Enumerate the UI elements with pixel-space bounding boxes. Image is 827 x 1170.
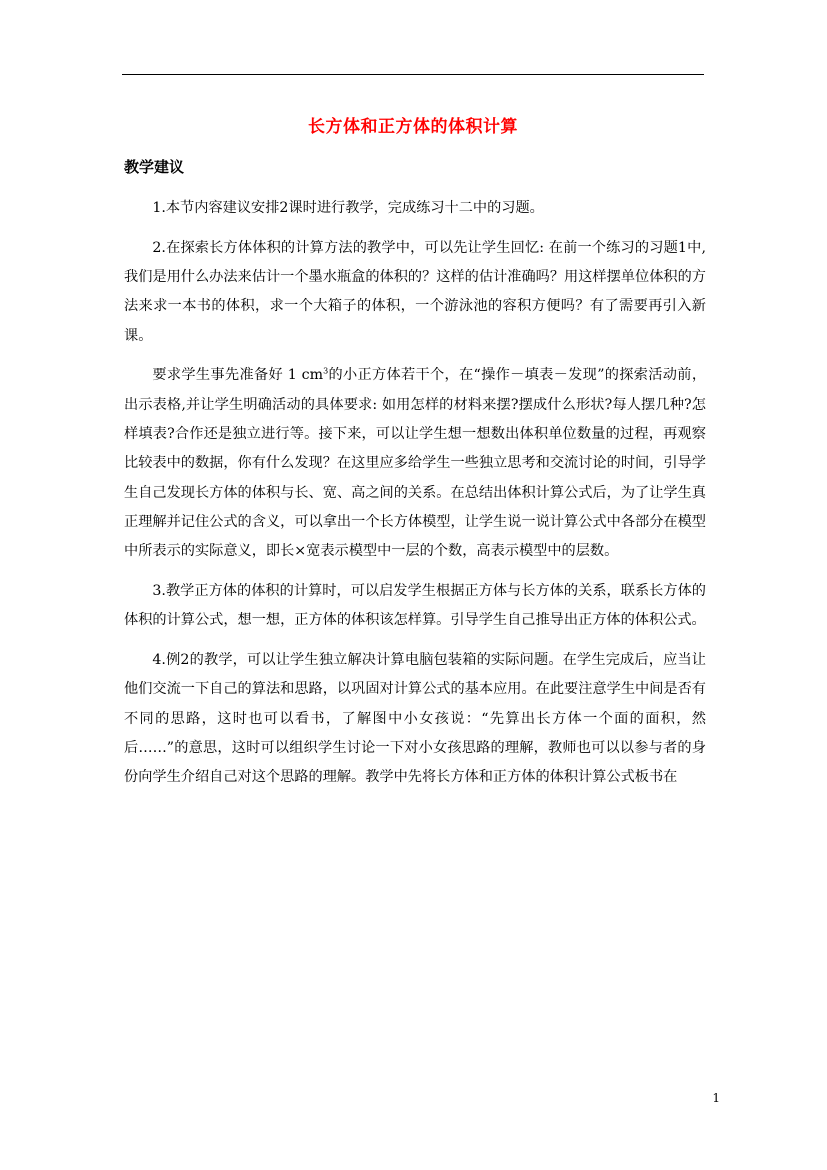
- paragraph-3: 要求学生事先准备好 1 $cm^3$的小正方体若干个，在“操作－填表－发现”的探索活动前，出示表格,并让学生明确活动的具体要求: 如用怎样的材料来摆?摆成什么形状?每人摆几种?怎样填表?合作还是独立进行等。接下来，可以让学生想一想数出体积单位数量的过程，再观察比较表中的数据，你有什么发现？在这里应多给学生一些独立思考和交流讨论的时间，引导学生自己发现长方体的体积与长、宽、高之间的关系。在总结出体积计算公式后，为了让学生真正理解并记住公式的含义，可以拿出一个长方体模型，让学生说一说计算公式中各部分在模型中所表示的实际意义，即长×宽表示模型中一层的个数，高表示模型中的层数。: [124, 366, 707, 560]
- paragraph-1: 1.本节内容建议安排2课时进行教学，完成练习十二中的习题。: [152, 200, 544, 216]
- document-body: [124, 194, 706, 803]
- superscript-3: 3: [323, 366, 329, 376]
- section-heading: 教学建议: [124, 158, 185, 176]
- document-title: 长方体和正方体的体积计算: [308, 117, 518, 137]
- paragraph-5: 4.例2的教学，可以让学生独立解决计算电脑包装箱的实际问题。在学生完成后，应当让他们交流一下自己的算法和思路，以巩固对计算公式的基本应用。在此要注意学生中间是否有不同的思路，这时也可以看书，了解图中小女孩说：“先算出长方体一个面的面积，然后……”的意思，这时可以组织学生讨论一下对小女孩思路的理解，教师也可以以参与者的身份向学生介绍自己对这个思路的理解。教学中先将长方体和正方体的体积计算公式板书在: [124, 652, 706, 786]
- page-number: 1: [712, 1091, 720, 1105]
- header-rule: [122, 74, 704, 75]
- paragraph-4: 3.教学正方体的体积的计算时，可以启发学生根据正方体与长方体的关系，联系长方体的体积的计算公式，想一想，正方体的体积该怎样算。引导学生自己推导出正方体的体积公式。: [124, 583, 706, 629]
- paragraph-2: 2.在探索长方体体积的计算方法的教学中，可以先让学生回忆: 在前一个练习的习题1中,我们是用什么办法来估计一个墨水瓶盒的体积的？这样的估计准确吗？用这样摆单位体积的方法来求一本书的体积，求一个大箱子的体积，一个游泳池的容积方便吗？有了需要再引入新课。: [124, 239, 706, 344]
